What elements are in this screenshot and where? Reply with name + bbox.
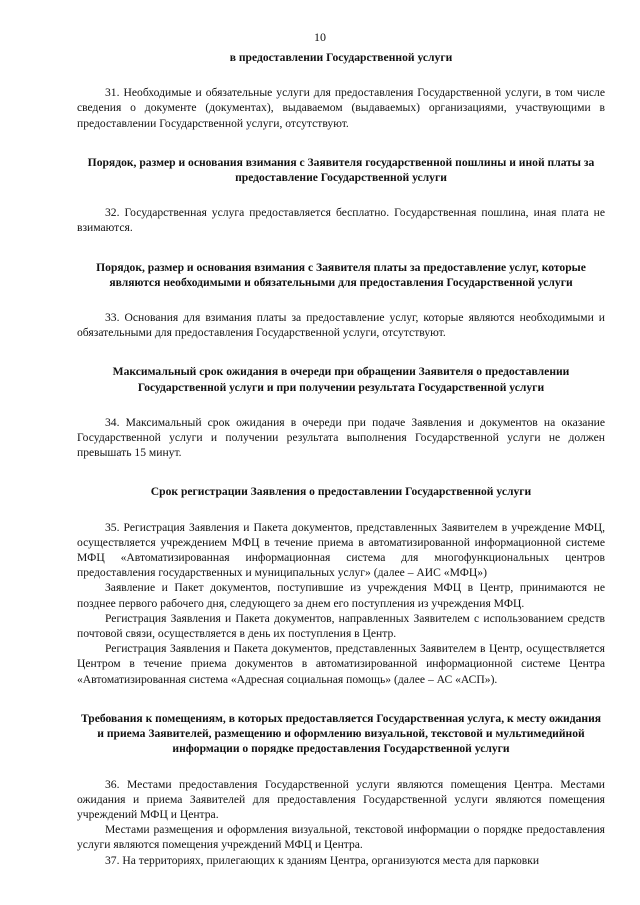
paragraph-37: 37. На территориях, прилегающих к зданиям Центра, организуются места для парковки bbox=[105, 853, 540, 867]
section-heading: в предоставлении Государственной услуги bbox=[229, 51, 453, 64]
section-heading: Порядок, размер и основания взимания с Заявителя платы за предоставление услуг, которые являются необходимыми и обязательными для предоставления Государственной услуги bbox=[96, 260, 586, 289]
paragraph-35-cont: Заявление и Пакет документов, поступившие из учреждения МФЦ в Центр, принимаются не позднее первого рабочего дня, следующего за днем его поступления из учреждения МФЦ. bbox=[77, 581, 605, 610]
section-heading: Требования к помещениям, в которых предоставляется Государственная услуга, к месту ожидания и приема Заявителей, размещению и оформлению визуальной, текстовой и мультимедийной информации о порядке предоставления Государственной услуги bbox=[80, 711, 602, 756]
section-heading: Максимальный срок ожидания в очереди при обращении Заявителя о предоставлении Государственной услуги и при получении результата Государственной услуги bbox=[112, 365, 570, 394]
paragraph-33: 33. Основания для взимания платы за предоставление услуг, которые являются необходимыми и обязательными для предоставления Государственной услуги, отсутствуют. bbox=[77, 311, 605, 340]
paragraph-36: 36. Местами предоставления Государственной услуги являются помещения Центра. Местами ожидания и приема Заявителей для предоставления Государственной услуги являются помещения учреждений МФЦ и Центра. bbox=[77, 777, 605, 821]
paragraph-32: 32. Государственная услуга предоставляется бесплатно. Государственная пошлина, иная плата не взимаются. bbox=[77, 206, 605, 235]
page-number: 10 bbox=[314, 30, 326, 44]
paragraph-31: 31. Необходимые и обязательные услуги для предоставления Государственной услуги, в том числе сведения о документе (документах), выдаваемом (выдаваемых) организациями, участвующими в предоставлении Государственной услуги, отсутствуют. bbox=[77, 86, 605, 130]
section-heading: Срок регистрации Заявления о предоставлении Государственной услуги bbox=[150, 485, 532, 499]
paragraph-35-cont: Регистрация Заявления и Пакета документов, представленных Заявителем в Центр, осуществляется Центром в течение приема документов в автоматизированной информационной системе Центра «Автоматизированная система «Адресная социальная помощь» (далее – АС «АСП»). bbox=[77, 642, 605, 686]
document-body bbox=[77, 50, 605, 868]
paragraph-35: 35. Регистрация Заявления и Пакета документов, представленных Заявителем в учреждение МФЦ, осуществляется учреждением МФЦ в течение приема в автоматизированной информационной системе МФЦ «Автоматизированная информационная система для многофункциональных центров предоставления государственных и муниципальных услуг» (далее – АИС «МФЦ») bbox=[77, 520, 605, 580]
paragraph-34: 34. Максимальный срок ожидания в очереди при подаче Заявления и документов на оказание Государственной услуги и получении результата выполнения Государственной услуги не должен превышать 15 минут. bbox=[77, 415, 605, 460]
section-heading: Порядок, размер и основания взимания с Заявителя государственной пошлины и иной платы за предоставление Государственной услуги bbox=[87, 155, 595, 185]
paragraph-36-cont: Местами размещения и оформления визуальной, текстовой информации о порядке предоставления услуги являются помещения учреждений МФЦ и Центра. bbox=[77, 823, 605, 852]
paragraph-35-cont: Регистрация Заявления и Пакета документов, направленных Заявителем с использованием средств почтовой связи, осуществляется в день их поступления в Центр. bbox=[77, 611, 605, 641]
